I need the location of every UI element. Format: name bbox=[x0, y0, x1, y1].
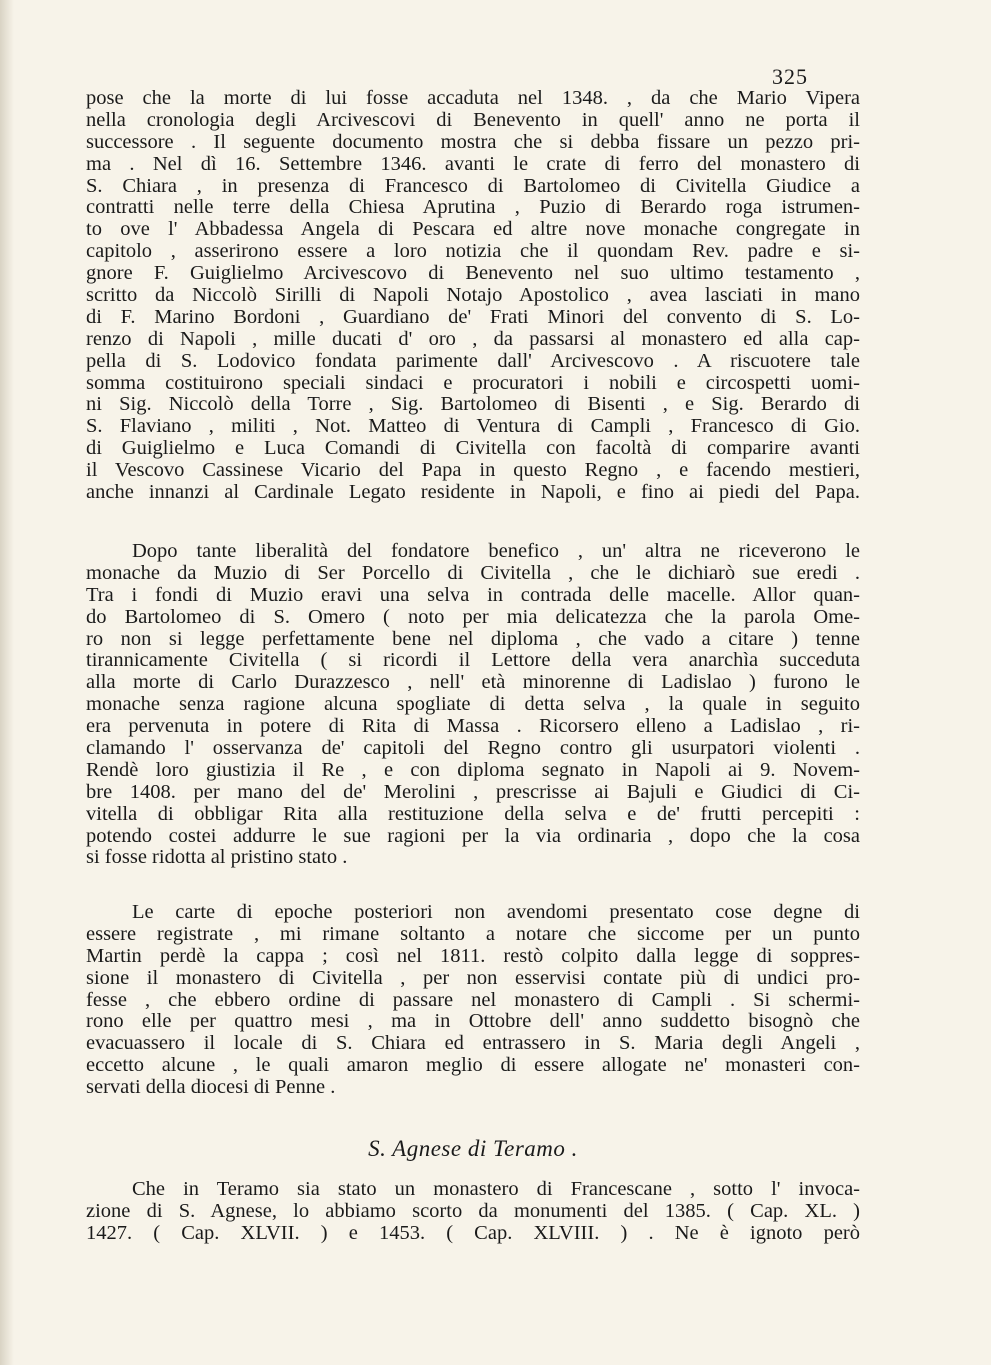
text-line: Le carte di epoche posteriori non avendomi presentato cose degne di bbox=[132, 902, 860, 923]
text-line: ni Sig. Niccolò della Torre , Sig. Bartolomeo di Bisenti , e Sig. Berardo di bbox=[86, 394, 860, 416]
text-line: tirannicamente Civitella ( si ricordi il Lettore della vera anarchìa succeduta bbox=[86, 650, 860, 672]
text-line: ma . Nel dì 16. Settembre 1346. avanti le crate di ferro del monastero di bbox=[86, 153, 860, 175]
text-line: eccetto alcune , le quali amaron meglio di essere allogate ne' monasteri con- bbox=[86, 1055, 860, 1077]
text-line: Tra i fondi di Muzio eravi una selva in contrada delle macelle. Allor quan- bbox=[86, 584, 860, 606]
text-line: bre 1408. per mano del de' Merolini , prescrisse ai Bajuli e Giudici di Ci- bbox=[86, 781, 860, 803]
paragraph-4 bbox=[86, 1179, 860, 1245]
text-line: renzo di Napoli , mille ducati d' oro , da passarsi al monastero ed alla cap- bbox=[86, 328, 860, 350]
text-line: di F. Marino Bordoni , Guardiano de' Frati Minori del convento di S. Lo- bbox=[86, 306, 860, 328]
text-line: di Guiglielmo e Luca Comandi di Civitella con facoltà di comparire avanti bbox=[86, 438, 860, 460]
text-line: nella cronologia degli Arcivescovi di Benevento in quell' anno ne porta il bbox=[86, 109, 860, 131]
text-line: Che in Teramo sia stato un monastero di Francescane , sotto l' invoca- bbox=[132, 1179, 860, 1200]
text-line: rono elle per quattro mesi , ma in Ottobre dell' anno suddetto bisognò che bbox=[86, 1011, 860, 1033]
text-line: 1427. ( Cap. XLVII. ) e 1453. ( Cap. XLVIII. ) . Ne è ignoto però bbox=[86, 1222, 860, 1244]
text-line: clamando l' osservanza de' capitoli del Regno contro gli usurpatori violenti . bbox=[86, 738, 860, 760]
text-line: Dopo tante liberalità del fondatore benefico , un' altra ne riceverono le bbox=[132, 541, 860, 562]
text-line: sione il monastero di Civitella , per non esservisi contate più di undici pro- bbox=[86, 967, 860, 989]
text-line: do Bartolomeo di S. Omero ( noto per mia delicatezza che la parola Ome- bbox=[86, 606, 860, 628]
text-line: alla morte di Carlo Durazzesco , nell' età minorenne di Ladislao ) furono le bbox=[86, 672, 860, 694]
page-gutter-shadow bbox=[0, 0, 14, 1365]
text-line: servati della diocesi di Penne . bbox=[86, 1077, 336, 1099]
text-line: anche innanzi al Cardinale Legato residente in Napoli, e fino ai piedi del Papa. bbox=[86, 482, 860, 504]
text-line: somma costituirono speciali sindaci e procuratori i nobili e circospetti uomi- bbox=[86, 372, 860, 394]
text-line: era pervenuta in potere di Rita di Massa . Ricorsero elleno a Ladislao , ri- bbox=[86, 716, 860, 738]
text-line: S. Flaviano , militi , Not. Matteo di Ventura di Campli , Francesco di Gio. bbox=[86, 416, 860, 438]
text-line: pose che la morte di lui fosse accaduta nel 1348. , da che Mario Vipera bbox=[86, 88, 860, 109]
text-line: contratti nelle terre della Chiesa Aprutina , Puzio di Berardo roga istrumen- bbox=[86, 197, 860, 219]
text-line: capitolo , asserirono essere a loro notizia che il quondam Rev. padre e si- bbox=[86, 241, 860, 263]
text-line: potendo costei addurre le sue ragioni per la via ordinaria , dopo che la cosa bbox=[86, 825, 860, 847]
page-number: 325 bbox=[772, 64, 808, 89]
text-line: monache da Muzio di Ser Porcello di Civitella , che le dichiarò sue eredi . bbox=[86, 562, 860, 584]
text-line: S. Chiara , in presenza di Francesco di Bartolomeo di Civitella Giudice a bbox=[86, 175, 860, 197]
text-line: Rendè loro giustizia il Re , e con diploma segnato in Napoli ai 9. Novem- bbox=[86, 759, 860, 781]
text-line: Martin perdè la cappa ; così nel 1811. restò colpito dalla legge di soppres- bbox=[86, 945, 860, 967]
text-line: to ove l' Abbadessa Angela di Pescara ed altre nove monache congregate in bbox=[86, 219, 860, 241]
text-line: il Vescovo Cassinese Vicario del Papa in questo Regno , e facendo mestieri, bbox=[86, 460, 860, 482]
paragraph-2 bbox=[86, 541, 860, 869]
text-line: successore . Il seguente documento mostra che si debba fissare un pezzo pri- bbox=[86, 131, 860, 153]
text-line: zione di S. Agnese, lo abbiamo scorto da monumenti del 1385. ( Cap. XL. ) bbox=[86, 1200, 860, 1222]
text-line: scritto da Niccolò Sirilli di Napoli Notajo Apostolico , avea lasciati in mano bbox=[86, 285, 860, 307]
text-line: gnore F. Guiglielmo Arcivescovo di Benevento nel suo ultimo testamento , bbox=[86, 263, 860, 285]
text-line: fesse , che ebbero ordine di passare nel monastero di Campli . Si schermi- bbox=[86, 989, 860, 1011]
text-line: ro non si legge perfettamente bene nel diploma , che vado a citare ) tenne bbox=[86, 628, 860, 650]
text-line: monache senza ragione alcuna spogliate di detta selva , la quale in seguito bbox=[86, 694, 860, 716]
section-heading: S. Agnese di Teramo . bbox=[368, 1136, 578, 1161]
text-line: si fosse ridotta al pristino stato . bbox=[86, 847, 348, 869]
text-line: vitella di obbligar Rita alla restituzione della selva e de' frutti percepiti : bbox=[86, 803, 860, 825]
text-line: pella di S. Lodovico fondata parimente dall' Arcivescovo . A riscuotere tale bbox=[86, 350, 860, 372]
text-line: evacuassero il locale di S. Chiara ed entrassero in S. Maria degli Angeli , bbox=[86, 1033, 860, 1055]
paragraph-1 bbox=[86, 88, 860, 504]
text-line: essere registrate , mi rimane soltanto a notare che siccome per un punto bbox=[86, 923, 860, 945]
paragraph-3 bbox=[86, 902, 860, 1099]
